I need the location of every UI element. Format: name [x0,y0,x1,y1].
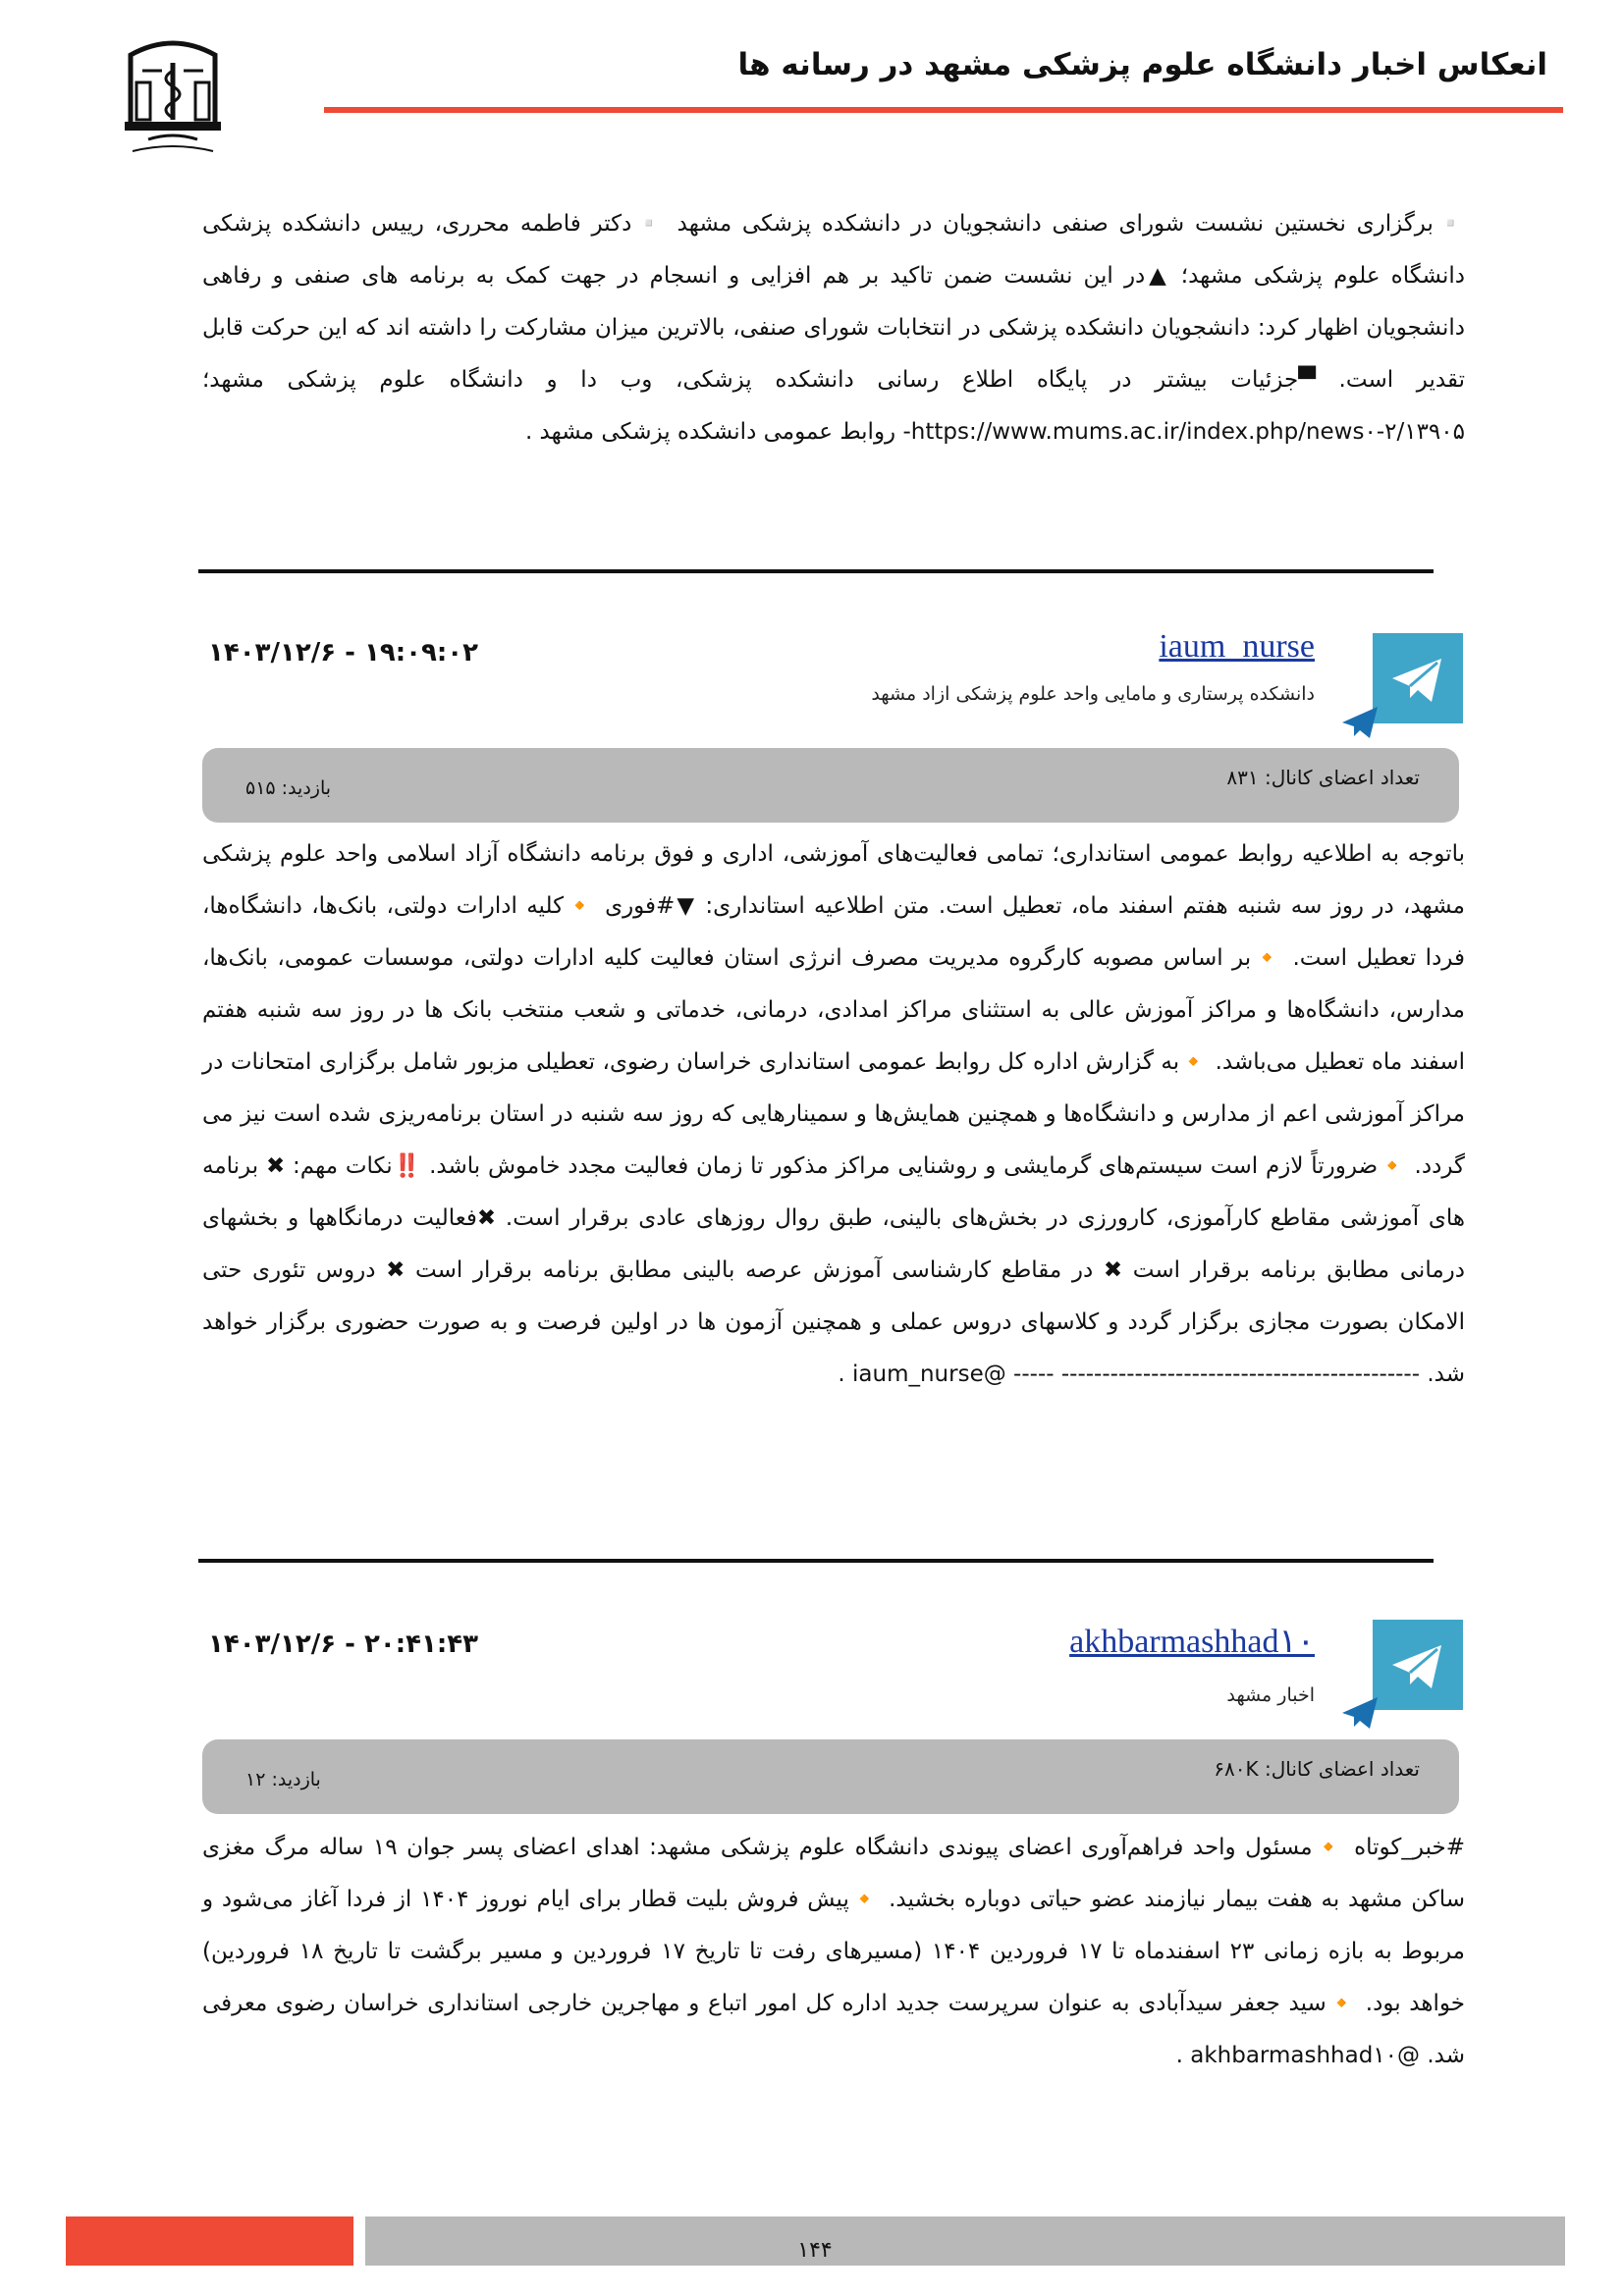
page-title: انعکاس اخبار دانشگاه علوم پزشکی مشهد در رسانه ها [737,47,1547,82]
footer-bar [365,2216,1565,2266]
telegram-icon [1373,633,1463,723]
post-body-text: باتوجه به اطلاعیه روابط عمومی استانداری؛ تمامی فعالیت‌های آموزشی، اداری و فوق برنامه دانشگاه آزاد اسلامی واحد علوم پزشکی مشهد، در روز سه شنبه هفتم اسفند ماه، تعطیل است. متن اطلاعیه استانداری: ▼#فوری 🔸کلیه ادارات دولتی، بانک‌ها، دانشگاه‌ها، فردا تعطیل است. 🔸بر اساس مصوبه کارگروه مدیریت مصرف انرژی استان فعالیت کلیه ادارات دولتی، موسسات عمومی، بانک‌ها، مدارس، دانشگاه‌ها و مراکز آموزش عالی به استثنای مراکز امدادی، درمانی، خدماتی و شعب منتخب بانک ها در روز سه شنبه هفتم اسفند ماه تعطیل می‌باشد. 🔸به گزارش اداره کل روابط عمومی استانداری خراسان رضوی، تعطیلی مزبور شامل برگزاری امتحانات در مراکز آموزشی اعم از مدارس و دانشگاه‌ها و همچنین همایش‌ها و سمینارهایی که روز سه شنبه در استان برنامه‌ریزی شده است نیز می گردد. 🔸ضرورتاً لازم است سیستم‌های گرمایشی و روشنایی مراکز مذکور تا زمان فعالیت مجدد خاموش باشد. ‼️نکات مهم: ✖ برنامه های آموزشی مقاطع کارآموزی، کارورزی در بخش‌های بالینی، طبق روال روزهای عادی برقرار است. ✖فعالیت درمانگاهها و بخشهای درمانی مطابق برنامه برقرار است ✖ در مقاطع کارشناسی آموزش عرصه بالینی مطابق برنامه برقرار است ✖ دروس تئوری حتی الامکان بصورت مجازی برگزار گردد و کلاسهای دروس عملی و همچنین آزمون ها در اولین فرصت و به صورت حضوری برگزار خواهد شد. -------------------------------------------- ----- @iaum_nurse . [202,841,1465,1387]
channel-description: اخبار مشهد [1226,1684,1315,1706]
footer-accent-bar [66,2216,353,2266]
page-number: ۱۴۴ [797,2238,833,2263]
channel-info-bar [202,1739,1459,1814]
channel-description: دانشکده پرستاری و مامایی واحد علوم پزشکی ازاد مشهد [871,683,1315,705]
post-date: ۱۹:۰۹:۰۲ - ۱۴۰۳/۱۲/۶ [208,638,478,667]
intro-news-text: ▫️برگزاری نخستین نشست شورای صنفی دانشجویان در دانشکده پزشکی مشهد ▫️دکتر فاطمه محرری، رییس دانشکده پزشکی دانشگاه علوم پزشکی مشهد؛ ▲در این نشست ضمن تاکید بر هم افزایی و انسجام در جهت کمک به برنامه های صنفی و رفاهی دانشجویان اظهار کرد: دانشجویان دانشکده پزشکی در انتخابات شورای صنفی، بالاترین میزان مشارکت را داشته اند که این حرکت قابل تقدیر است. ▀جزئیات بیشتر در پایگاه اطلاع رسانی دانشکده پزشکی، وب دا و دانشگاه علوم پزشکی مشهد؛ https://www.mums.ac.ir/index.php/news۰-۲/۱۳۹۰۵- روابط عمومی دانشکده پزشکی مشهد . [202,211,1465,445]
members-count: تعداد اعضای کانال: ۸۳۱ [1226,766,1420,789]
section-divider [198,1559,1434,1563]
views-count: بازدید: ۵۱۵ [245,777,332,799]
members-count: تعداد اعضای کانال: ۶۸۰K [1214,1757,1420,1781]
channel-link-akhbarmashhad[interactable]: akhbarmashhad۱۰ [1069,1624,1315,1660]
section-divider [198,569,1434,573]
telegram-small-icon [1340,1695,1380,1731]
post-body-text: #خبر_کوتاه 🔸مسئول واحد فراهم‌آوری اعضای پیوندی دانشگاه علوم پزشکی مشهد: اهدای اعضای پسر جوان ۱۹ ساله مرگ مغزی ساکن مشهد به هفت بیمار نیازمند عضو حیاتی دوباره بخشید. 🔸پیش فروش بلیت قطار برای ایام نوروز ۱۴۰۴ از فردا آغاز می‌شود و مربوط به بازه زمانی ۲۳ اسفندماه تا ۱۷ فروردین ۱۴۰۴ (مسیرهای رفت تا تاریخ ۱۷ فروردین و مسیر برگشت تا تاریخ ۱۸ فروردین) خواهد بود. 🔸سید جعفر سیدآبادی به عنوان سرپرست جدید اداره کل امور اتباع و مهاجرین خارجی استانداری خراسان رضوی معرفی شد. @akhbarmashhad۱۰ . [202,1835,1465,2068]
logo-emblem-icon [103,37,243,165]
views-count: بازدید: ۱۲ [245,1769,321,1790]
channel-info-bar [202,748,1459,823]
telegram-small-icon [1340,705,1380,740]
university-logo [103,37,243,165]
telegram-icon [1373,1620,1463,1710]
post-date: ۲۰:۴۱:۴۳ - ۱۴۰۳/۱۲/۶ [208,1629,478,1659]
channel-link-iaum-nurse[interactable]: iaum_nurse [1159,628,1315,665]
header-divider [324,107,1563,113]
